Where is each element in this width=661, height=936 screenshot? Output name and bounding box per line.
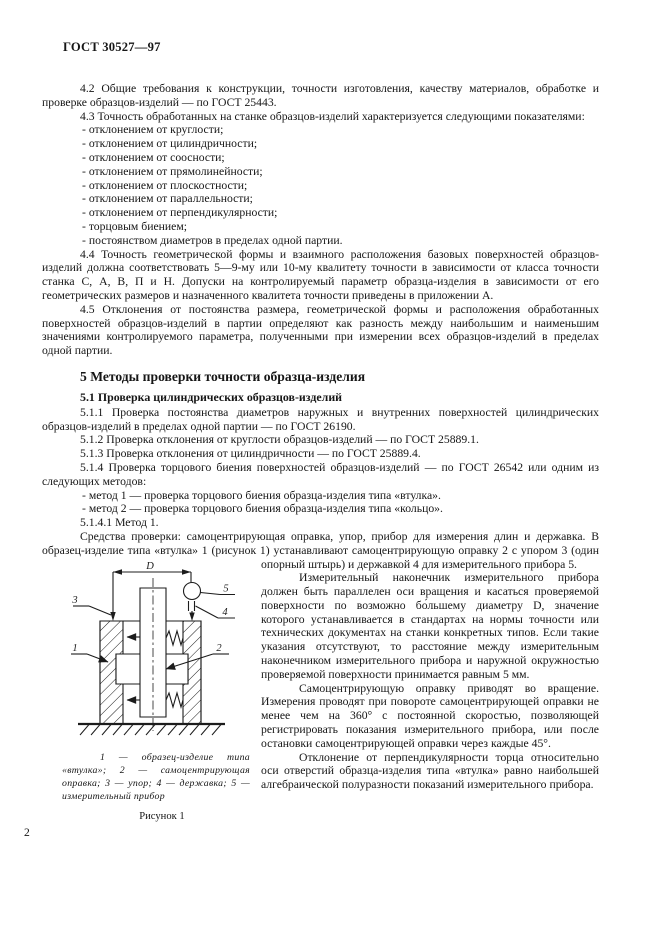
callout-1: 1 — [72, 642, 78, 654]
indicator-list-item: - отклонением от круглости; — [82, 123, 224, 137]
paragraph-deviation: Отклонение от перпендикулярности торца относительно оси отверстий образца-изделия типа «втулка» равно наибольшей алгебраической полуразности показаний измерительного прибора. — [261, 750, 599, 792]
callout-4: 4 — [222, 606, 228, 618]
callout-3: 3 — [72, 594, 78, 606]
method-2-item: - метод 2 — проверка торцового биения образца-изделия типа «кольцо». — [82, 502, 443, 516]
indicator-list-item: - отклонением от соосности; — [82, 150, 225, 164]
figure-1-drawing — [53, 561, 235, 745]
section-5-heading: 5 Методы проверки точности образца-изделия — [80, 368, 366, 384]
indicator-list-item: - отклонением от плоскостности; — [82, 178, 248, 192]
method-1-item: - метод 1 — проверка торцового биения образца-изделия типа «втулка». — [82, 488, 441, 502]
indicator-list-item: - отклонением от цилиндричности; — [82, 137, 258, 151]
paragraph-5-1-3: 5.1.3 Проверка отклонения от цилиндричности — по ГОСТ 25889.4. — [80, 447, 421, 461]
callout-5: 5 — [223, 583, 229, 594]
page-number: 2 — [24, 826, 30, 840]
paragraph-rotation: Самоцентрирующую оправку приводят во вращение. Измерения проводят при повороте самоцентрирующей оправки не менее чем на 360° с постоянной скоростью, позволяющей регистрировать показания измерительного прибора, или после остановки самоцентрирующей оправки через каждые 45°. — [261, 681, 599, 750]
figure-1-label: Рисунок 1 — [139, 811, 185, 823]
paragraph-4-4: 4.4 Точность геометрической формы и взаимного расположения базовых поверхностей образцов-изделий должна соответствовать 5—9-му или 10-му квалитету точности в зависимости от класса точности станка С, А, В, П и Н. Допуски на контролируемый параметр образца-изделия в зависимости от его геометрических размеров и назначенного квалитета точности приведены в приложении А. — [42, 247, 599, 302]
paragraph-4-5: 4.5 Отклонения от постоянства размера, геометрической формы и расположения обработанных поверхностей образцов-изделий в партии определяют как разность между наибольшим и наименьшим значениями контролируемого параметра, полученными при измерении всех образцов-изделий в пределах одной партии. — [42, 302, 599, 358]
document-body — [42, 82, 599, 823]
figure-1 — [35, 561, 251, 825]
dimension-d-label: D — [146, 560, 154, 572]
paragraph-5-1-4: 5.1.4 Проверка торцового биения поверхностей образцов-изделий — по ГОСТ 26542 или одним из следующих методов: — [42, 460, 599, 488]
figure-1-caption: 1 — образец-изделие типа «втулка»; 2 — самоцентрирующая оправка; 3 — упор; 4 — державка; 5 — измерительный прибор — [62, 751, 250, 803]
callout-2: 2 — [216, 642, 222, 654]
indicator-list-item: - постоянством диаметров в пределах одной партии. — [82, 233, 343, 247]
paragraph-5-1-2: 5.1.2 Проверка отклонения от круглости образцов-изделий — по ГОСТ 25889.1. — [80, 433, 479, 447]
document-header: ГОСТ 30527—97 — [63, 40, 161, 54]
indicator-list-item: - отклонением от прямолинейности; — [82, 164, 263, 178]
indicator-list-item: - отклонением от параллельности; — [82, 192, 253, 206]
means-text-after-figure: с упором 3 (один опорный штырь) и державкой 4 для измерительного прибора 5. — [261, 543, 599, 571]
paragraph-4-2: 4.2 Общие требования к конструкции, точности изготовления, качеству материалов, обработке и проверке образцов-изделий — по ГОСТ 25443. — [42, 82, 599, 109]
paragraph-5-1-1: 5.1.1 Проверка постоянства диаметров наружных и внутренних поверхностей цилиндрических образцов-изделий в пределах одной партии — по ГОСТ 26190. — [42, 405, 599, 433]
means-text-before-figure: Средства проверки: самоцентрирующая оправка, упор, прибор для измерения длин и державка. В образец-изделие типа «втулка» 1 (рисунок 1) устанавливают самоцентрирующую оправку 2 — [42, 529, 599, 557]
bushing-drawing — [71, 569, 235, 735]
paragraph-5-1-4-1: 5.1.4.1 Метод 1. — [80, 516, 159, 530]
section-5-1-heading: 5.1 Проверка цилиндрических образцов-изделий — [80, 389, 343, 404]
paragraph-4-3: 4.3 Точность обработанных на станке образцов-изделий характеризуется следующими показателями: — [80, 109, 585, 123]
indicator-list-item: - отклонением от перпендикулярности; — [82, 206, 278, 220]
indicator-list-item: - торцовым биением; — [82, 219, 187, 233]
paragraph-measuring-tip: Измерительный наконечник измерительного прибора должен быть параллелен оси вращения и касаться проверяемой поверхности по возможно бо́льшему диаметру D, значение которого устанавливается в стандартах на нормы точности или технических документах на станки конкретных типов. Если такие указания отсутствуют, то расстояние между измерительным наконечником измерительного прибора и наружной окружностью проверяемой поверхности принимается равным 5 мм. — [261, 571, 599, 681]
